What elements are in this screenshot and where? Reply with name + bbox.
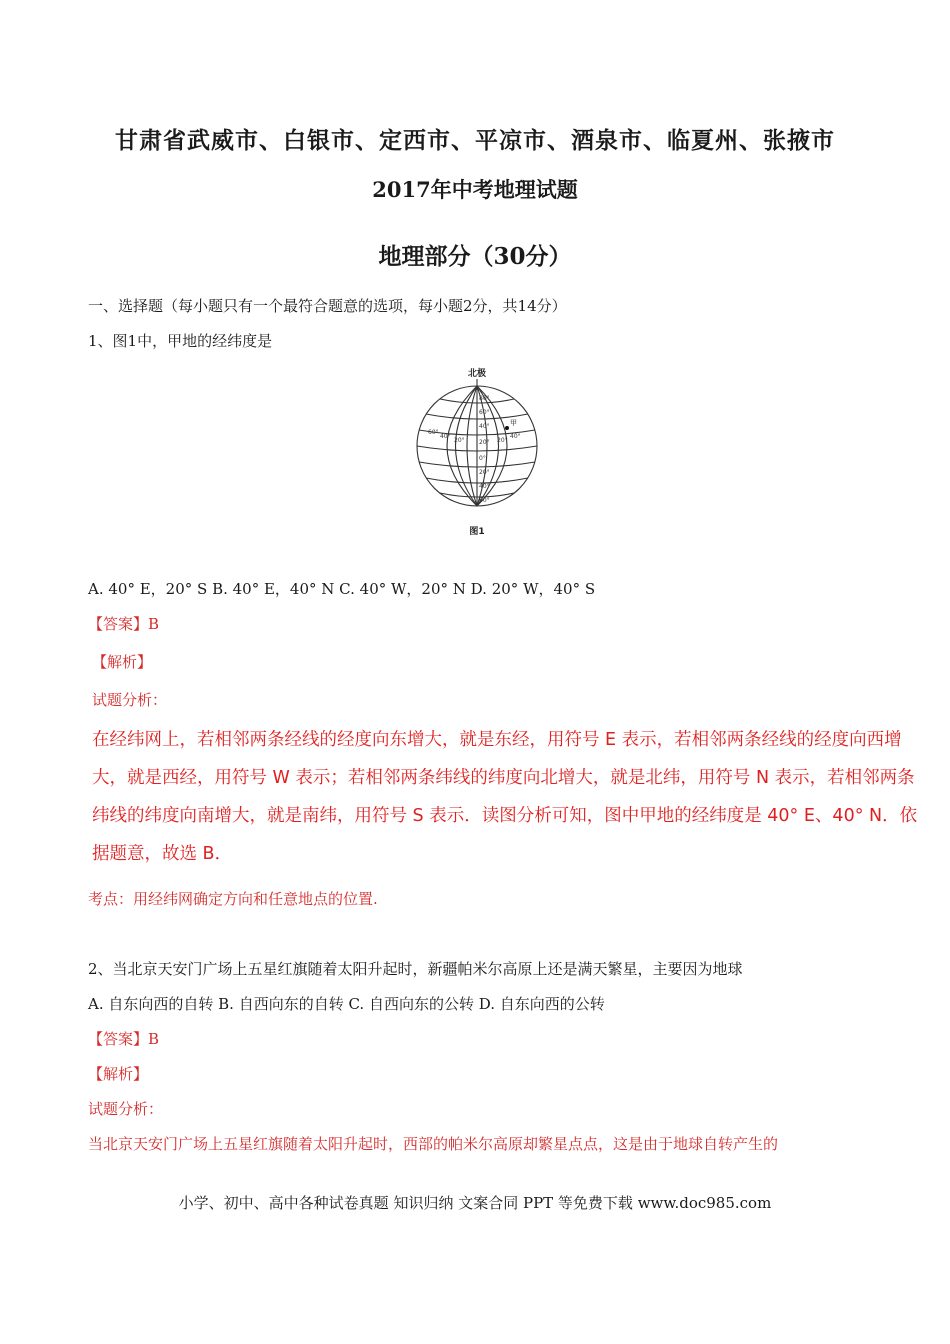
lat-label: 60° [479,409,490,416]
page-footer: 小学、初中、高中各种试卷真题 知识归纳 文案合同 PPT 等免费下载 www.doc985.com [178,1194,772,1212]
explanation-line: 大，就是西经，用符号 W 表示；若相邻两条纬线的纬度向北增大，就是北纬，用符号 N 表示，若相邻两条 [92,768,915,788]
question-1-kaodian: 考点：用经纬网确定方向和任意地点的位置. [88,890,378,908]
question-1-analysis-sub: 试题分析： [92,691,168,709]
lat-label: 20° [479,439,490,446]
point-jia-label: 甲 [510,419,517,427]
lon-label: 60° [428,429,439,436]
section-title: 地理部分（30分） [378,243,572,270]
question-1-analysis-label: 【解析】 [92,653,153,671]
explanation-line: 纬线的纬度向南增大，就是南纬，用符号 S 表示．读图分析可知，图中甲地的经纬度是 40° E、40° N．依 [92,806,918,826]
question-2-analysis-sub: 试题分析： [88,1100,164,1118]
lat-label: 20° [479,469,490,476]
lat-label: 0° [479,455,486,462]
lat-label: 40° [479,483,490,490]
question-2-stem: 2、当北京天安门广场上五星红旗随着太阳升起时，新疆帕米尔高原上还是满天繁星，主要因为地球 [88,960,743,978]
lat-label: 60° [479,497,490,504]
explanation-line: 在经纬网上，若相邻两条经线的经度向东增大，就是东经，用符号 E 表示，若相邻两条经线的经度向西增 [92,730,902,750]
figure-caption: 图1 [469,527,485,537]
point-jia-marker [505,426,509,430]
question-2-answer: 【答案】B [88,1030,160,1048]
lon-label: 40° [510,433,521,440]
document-subtitle: 2017年中考地理试题 [372,177,578,202]
document-title: 甘肃省武威市、白银市、定西市、平凉市、酒泉市、临夏州、张掖市 [115,127,835,154]
north-pole-label: 北极 [467,369,487,379]
question-2-explanation: 当北京天安门广场上五星红旗随着太阳升起时，西部的帕米尔高原却繁星点点，这是由于地球自转产生的 [88,1135,779,1153]
lon-label: 40° [440,433,451,440]
question-2-options: A. 自东向西的自转 B. 自西向东的自转 C. 自西向东的公转 D. 自东向西的公转 [88,995,605,1013]
question-1-stem: 1、图1中，甲地的经纬度是 [88,332,273,350]
question-2-analysis-label: 【解析】 [88,1065,149,1083]
explanation-line: 据题意，故选 B． [92,844,233,864]
figure-1-globe [412,362,542,542]
question-1-answer: 【答案】B [88,615,160,633]
part-heading: 一、选择题（每小题只有一个最符合题意的选项，每小题2分，共14分） [88,297,567,315]
lat-label: 80° [479,395,490,402]
lon-label: 20° [454,437,465,444]
question-1-options: A. 40° E，20° S B. 40° E，40° N C. 40° W，20° N D. 20° W，40° S [88,580,596,598]
lat-label: 40° [479,423,490,430]
lon-label: 20° [497,437,508,444]
